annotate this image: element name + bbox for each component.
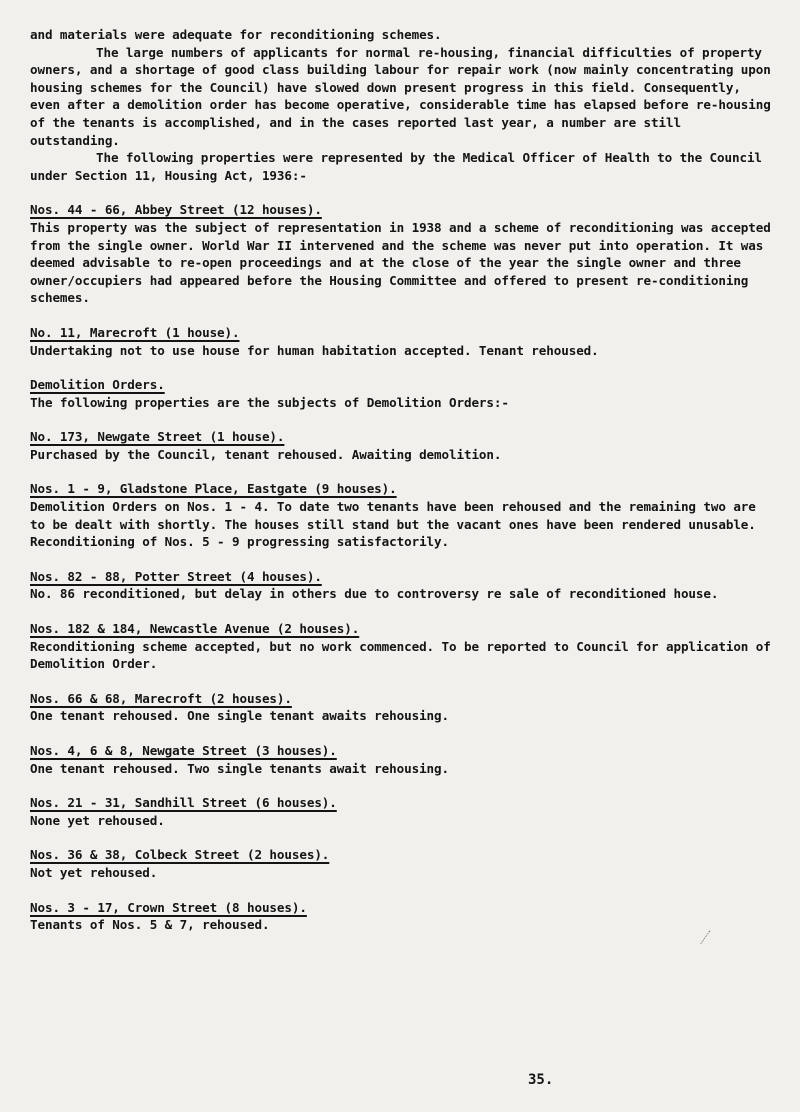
section-abbey-street <box>30 201 776 307</box>
document-page <box>30 26 776 934</box>
section-heading: Nos. 82 - 88, Potter Street (4 houses). <box>30 568 322 584</box>
section-heading: Nos. 1 - 9, Gladstone Place, Eastgate (9 houses). <box>30 481 397 497</box>
section-body: Tenants of Nos. 5 & 7, rehoused. <box>30 917 270 933</box>
section-body: Purchased by the Council, tenant rehoused. Awaiting demolition. <box>30 446 502 462</box>
section-marecroft-66 <box>30 690 776 725</box>
intro-paragraph: The large numbers of applicants for normal re-housing, financial difficulties of property owners, and a shortage of good class building labour for repair work (now mainly concentrating upon housing schemes for the Council) have slowed down present progress in this field. Consequently, even after a demolition order has become operative, considerable time has elapsed before re-housing of the tenants is accomplished, and in the cases reported last year, a number are still outstanding. <box>30 44 771 148</box>
section-heading: Nos. 66 & 68, Marecroft (2 houses). <box>30 690 292 706</box>
section-heading: Nos. 44 - 66, Abbey Street (12 houses). <box>30 202 322 218</box>
section-heading: Demolition Orders. <box>30 377 165 393</box>
section-body: Undertaking not to use house for human habitation accepted. Tenant rehoused. <box>30 342 599 358</box>
section-body: One tenant rehoused. Two single tenants await rehousing. <box>30 760 449 776</box>
section-sandhill-street <box>30 794 776 829</box>
section-heading: No. 11, Marecroft (1 house). <box>30 324 240 340</box>
section-body: This property was the subject of representation in 1938 and a scheme of reconditioning was accepted from the single owner. World War II intervened and the scheme was never put into operation. It was deemed advisable to re-open proceedings and at the close of the year the single owner and three owner/occupiers had appeared before the Housing Committee and offered to present re-conditioning schemes. <box>30 219 771 306</box>
section-demolition-orders <box>30 376 776 411</box>
section-crown-street <box>30 899 776 934</box>
section-heading: Nos. 3 - 17, Crown Street (8 houses). <box>30 899 307 915</box>
intro-paragraph-2: The following properties were represented by the Medical Officer of Health to the Council under Section 11, Housing Act, 1936:- <box>30 150 762 183</box>
section-heading: Nos. 4, 6 & 8, Newgate Street (3 houses). <box>30 743 337 758</box>
section-body: Reconditioning scheme accepted, but no work commenced. To be reported to Council for application of Demolition Order. <box>30 638 771 672</box>
section-body: One tenant rehoused. One single tenant awaits rehousing. <box>30 708 449 724</box>
section-heading: Nos. 36 & 38, Colbeck Street (2 houses). <box>30 847 330 863</box>
section-body: Not yet rehoused. <box>30 864 158 880</box>
section-body: Demolition Orders on Nos. 1 - 4. To date two tenants have been rehoused and the remaining two are to be dealt with shortly. The houses still stand but the vacant ones have been rendered unusable. <box>30 499 756 532</box>
intro-line: and materials were adequate for reconditioning schemes. <box>30 27 442 42</box>
section-newgate-4-6-8 <box>30 742 776 777</box>
section-body-2: Reconditioning of Nos. 5 - 9 progressing satisfactorily. <box>30 534 449 550</box>
section-heading: Nos. 182 & 184, Newcastle Avenue (2 houses). <box>30 621 360 637</box>
section-gladstone-place <box>30 480 776 550</box>
section-newgate-173 <box>30 428 776 463</box>
section-potter-street <box>30 568 776 603</box>
section-body: The following properties are the subjects of Demolition Orders:- <box>30 394 509 410</box>
section-heading: No. 173, Newgate Street (1 house). <box>30 429 285 445</box>
section-heading: Nos. 21 - 31, Sandhill Street (6 houses). <box>30 795 337 811</box>
section-newcastle-avenue <box>30 620 776 673</box>
section-body: None yet rehoused. <box>30 812 165 828</box>
page-number: 35. <box>528 1072 554 1088</box>
section-body: No. 86 reconditioned, but delay in others due to controversy re sale of reconditioned house. <box>30 586 719 602</box>
section-marecroft-11 <box>30 324 776 359</box>
section-colbeck-street <box>30 846 776 881</box>
